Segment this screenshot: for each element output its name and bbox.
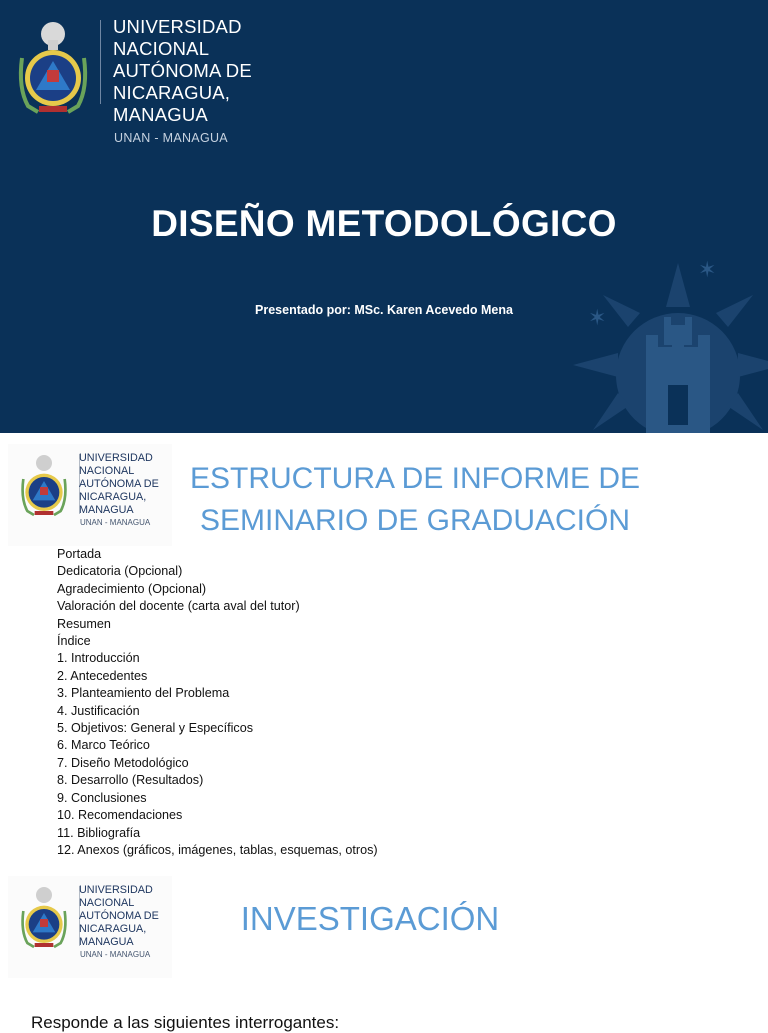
slide-title: INVESTIGACIÓN bbox=[240, 900, 500, 937]
list-item: 6. Marco Teórico bbox=[57, 738, 150, 753]
logo-card bbox=[8, 876, 172, 978]
logo-card bbox=[8, 444, 172, 546]
report-structure-list bbox=[57, 546, 378, 859]
university-name-line: UNIVERSIDAD bbox=[79, 884, 153, 896]
university-acronym: UNAN - MANAGUA bbox=[80, 950, 151, 959]
list-item: 11. Bibliografía bbox=[57, 825, 141, 840]
university-name-line: AUTÓNOMA DE bbox=[79, 910, 159, 922]
list-item: Índice bbox=[57, 634, 91, 649]
university-name-line: AUTÓNOMA DE bbox=[79, 478, 159, 490]
list-item: 12. Anexos (gráficos, imágenes, tablas, esquemas, otros) bbox=[57, 842, 378, 857]
logo-divider bbox=[100, 20, 101, 104]
university-name bbox=[113, 16, 252, 126]
slide-title-line: SEMINARIO DE GRADUACIÓN bbox=[199, 504, 631, 537]
university-crest-icon bbox=[14, 18, 92, 122]
university-name-line: NACIONAL bbox=[79, 897, 135, 909]
slide-title-line: ESTRUCTURA DE INFORME DE bbox=[189, 462, 641, 495]
university-name-line: NICARAGUA, bbox=[113, 82, 231, 103]
slide-body-text: Responde a las siguientes interrogantes: bbox=[31, 1013, 340, 1032]
university-name-line: NICARAGUA, bbox=[79, 923, 147, 935]
slide-title: DISEÑO METODOLÓGICO bbox=[151, 203, 617, 244]
university-acronym: UNAN - MANAGUA bbox=[114, 131, 228, 145]
list-item: 4. Justificación bbox=[57, 703, 140, 718]
university-name bbox=[79, 452, 159, 517]
university-crest-icon bbox=[18, 452, 70, 522]
svg-text:✶: ✶ bbox=[698, 258, 717, 283]
list-item: 1. Introducción bbox=[57, 651, 140, 666]
university-name bbox=[79, 884, 159, 949]
list-item: 8. Desarrollo (Resultados) bbox=[57, 773, 204, 788]
university-name-line: AUTÓNOMA DE bbox=[113, 60, 252, 81]
list-item: 9. Conclusiones bbox=[57, 790, 147, 805]
sun-castle-watermark-icon bbox=[548, 255, 768, 433]
list-item: Resumen bbox=[57, 616, 111, 631]
university-name-line: UNIVERSIDAD bbox=[79, 452, 153, 464]
list-item: 2. Antecedentes bbox=[57, 668, 148, 683]
list-item: 3. Planteamiento del Problema bbox=[57, 686, 230, 701]
university-name-line: MANAGUA bbox=[113, 104, 208, 125]
list-item: Valoración del docente (carta aval del tutor) bbox=[57, 599, 300, 614]
list-item: Portada bbox=[57, 547, 102, 561]
svg-text:✶: ✶ bbox=[588, 306, 607, 331]
presenter-line: Presentado por: MSc. Karen Acevedo Mena bbox=[255, 303, 513, 317]
list-item: 5. Objetivos: General y Específicos bbox=[57, 721, 253, 736]
university-acronym: UNAN - MANAGUA bbox=[80, 518, 151, 527]
list-item: 10. Recomendaciones bbox=[57, 808, 183, 823]
university-name-line: UNIVERSIDAD bbox=[113, 16, 242, 37]
university-name-line: MANAGUA bbox=[79, 936, 134, 948]
list-item: Dedicatoria (Opcional) bbox=[57, 564, 183, 579]
university-name-line: NICARAGUA, bbox=[79, 491, 147, 503]
slide-title bbox=[180, 458, 650, 542]
university-name-line: NACIONAL bbox=[79, 465, 135, 477]
university-name-line: MANAGUA bbox=[79, 504, 134, 516]
title-slide bbox=[0, 0, 768, 433]
list-item: 7. Diseño Metodológico bbox=[57, 755, 189, 770]
university-crest-icon bbox=[18, 884, 70, 954]
list-item: Agradecimiento (Opcional) bbox=[57, 581, 207, 596]
university-name-line: NACIONAL bbox=[113, 38, 210, 59]
